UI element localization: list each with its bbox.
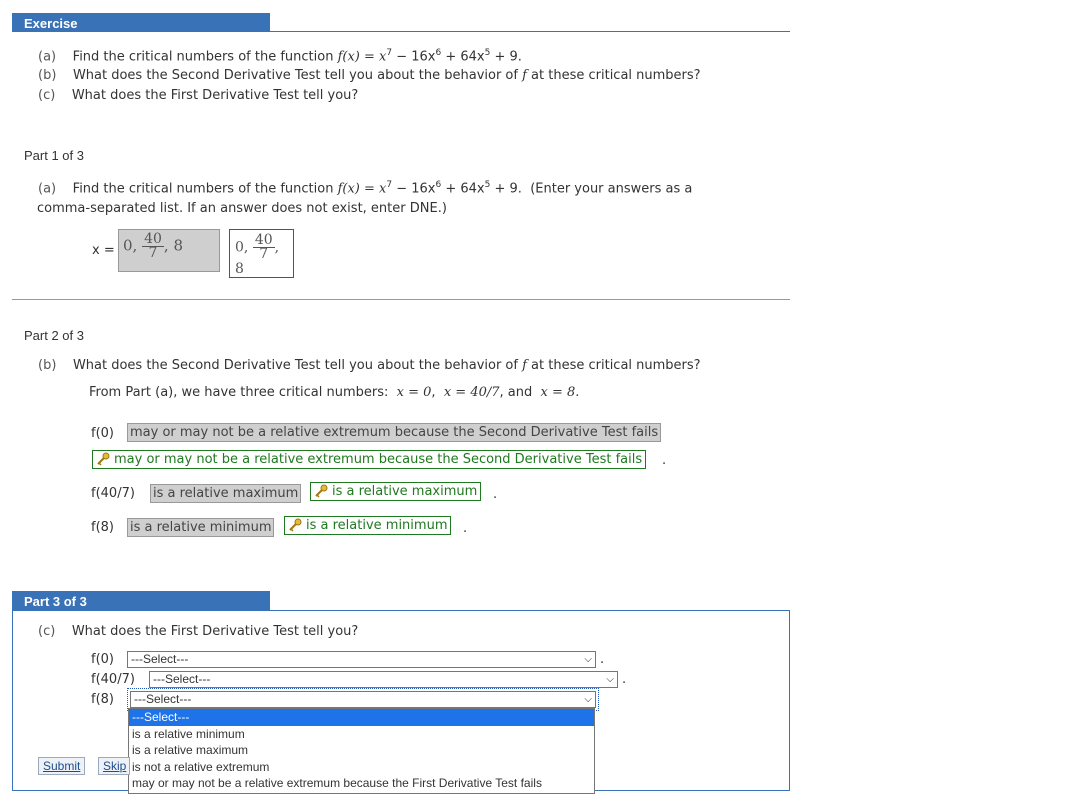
part3-row-label-2: f(8) bbox=[91, 692, 114, 707]
option-relative-minimum[interactable]: is a relative minimum bbox=[132, 726, 245, 741]
part3-row-label-0: f(0) bbox=[91, 652, 114, 667]
chevron-down-icon: ⌵ bbox=[606, 674, 614, 685]
option-not-extremum[interactable]: is not a relative extremum bbox=[132, 759, 270, 774]
part2-row-label-0: f(0) bbox=[91, 426, 114, 441]
exercise-tab-label: Exercise bbox=[24, 16, 78, 31]
part2-title: Part 2 of 3 bbox=[24, 328, 84, 343]
critical-numbers-answer[interactable]: 0, $\frac{40}{7}$ , 8 bbox=[118, 229, 220, 272]
key-icon bbox=[288, 518, 302, 532]
option-relative-maximum[interactable]: is a relative maximum bbox=[132, 743, 249, 757]
part3-select-1[interactable]: ---Select--- ⌵ bbox=[149, 671, 618, 688]
part2-correct-0: may or may not be a relative extremum because the Second Derivative Test fails bbox=[92, 450, 646, 469]
option-select[interactable]: ---Select--- bbox=[129, 709, 594, 726]
part2-response-1: is a relative maximum bbox=[150, 484, 301, 503]
part3-question: (c) What does the First Derivative Test tell you? bbox=[38, 624, 359, 639]
skip-button[interactable]: Skip bbox=[98, 757, 130, 775]
part2-response-2: is a relative minimum bbox=[127, 518, 274, 537]
part3-select-0[interactable]: ---Select--- ⌵ bbox=[127, 651, 596, 668]
dropdown-options[interactable] bbox=[128, 708, 595, 794]
exercise-item-c: (c) What does the First Derivative Test tell you? bbox=[38, 88, 359, 103]
part3-select-2[interactable]: ---Select--- ⌵ bbox=[130, 691, 596, 708]
key-icon bbox=[96, 452, 110, 466]
part3-tab: Part 3 of 3 bbox=[12, 591, 270, 610]
part2-row-label-1: f(40/7) bbox=[91, 486, 135, 501]
part2-intro: From Part (a), we have three critical numbers: x = 0, x = 40/7, and x = 8. bbox=[89, 385, 580, 400]
part2-correct-1: is a relative maximum bbox=[310, 482, 481, 501]
part1-instruction: comma-separated list. If an answer does not exist, enter DNE.) bbox=[37, 201, 447, 216]
submit-button[interactable]: Submit bbox=[38, 757, 85, 775]
exercise-item-a: (a) Find the critical numbers of the function $f(x) = x^7 - 16x^6 + 64x^5 + 9$. bbox=[38, 48, 522, 65]
critical-numbers-correct: 0, $\frac{40}{7}$ , 8 bbox=[229, 229, 294, 278]
part1-question: (a) Find the critical numbers of the function $f(x) = x^7 - 16x^6 + 64x^5 + 9$. (Enter your answers as a bbox=[38, 180, 693, 197]
x-equals-label: x = bbox=[92, 243, 115, 258]
fraction-40-7: $\frac{40}{7}$ bbox=[144, 231, 162, 261]
part2-response-0: may or may not be a relative extremum because the Second Derivative Test fails bbox=[127, 423, 661, 442]
key-icon bbox=[314, 484, 328, 498]
part2-row-label-2: f(8) bbox=[91, 520, 114, 535]
part2-question: (b) What does the Second Derivative Test tell you about the behavior of f at these critical numbers? bbox=[38, 358, 701, 373]
part-divider bbox=[12, 299, 790, 300]
part1-title: Part 1 of 3 bbox=[24, 148, 84, 163]
part3-row-label-1: f(40/7) bbox=[91, 672, 135, 687]
exercise-item-b: (b) What does the Second Derivative Test tell you about the behavior of f at these critical numbers? bbox=[38, 68, 701, 83]
option-test-fails[interactable]: may or may not be a relative extremum because the First Derivative Test fails bbox=[132, 776, 542, 790]
exercise-rule bbox=[12, 31, 790, 32]
part2-correct-2: is a relative minimum bbox=[284, 516, 451, 535]
chevron-down-icon: ⌵ bbox=[584, 654, 592, 665]
exercise-tab bbox=[12, 13, 270, 32]
chevron-down-icon: ⌵ bbox=[584, 694, 592, 705]
